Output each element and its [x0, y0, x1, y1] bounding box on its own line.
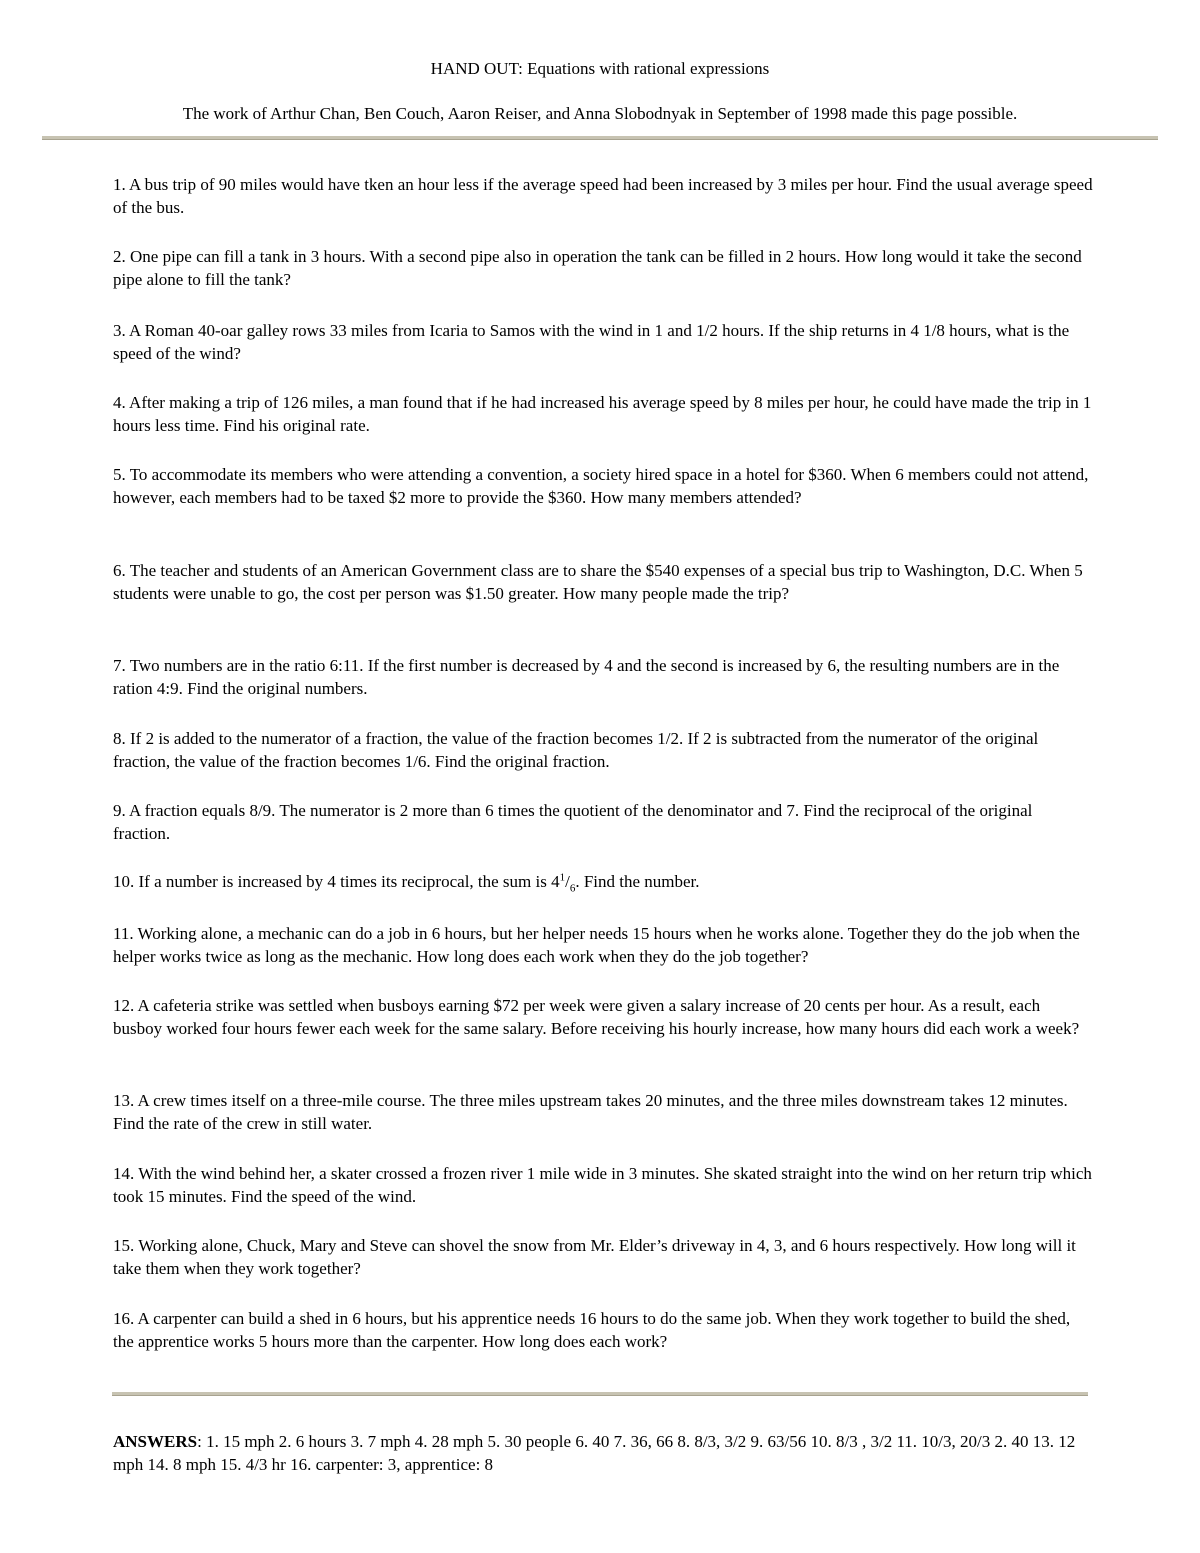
problem-8: 8. If 2 is added to the numerator of a fraction, the value of the fraction becomes 1/2. If 2 is subtracted from the numerator of the original fraction, the value of the fraction becomes 1/6. Find the original fraction.	[113, 729, 1039, 771]
problem-3: 3. A Roman 40-oar galley rows 33 miles from Icaria to Samos with the wind in 1 and 1/2 hours. If the ship returns in 4 1/8 hours, what is the speed of the wind?	[113, 321, 1070, 363]
problem-12: 12. A cafeteria strike was settled when busboys earning $72 per week were given a salary increase of 20 cents per hour. As a result, each busboy worked four hours fewer each week for the same salary. Before receiving his hourly increase, how many hours did each work a week?	[113, 996, 1080, 1038]
page-title: HAND OUT: Equations with rational expressions	[430, 59, 770, 78]
problem-16: 16. A carpenter can build a shed in 6 hours, but his apprentice needs 16 hours to do the same job. When they work together to build the shed, the apprentice works 5 hours more than the carpenter. How long does each work?	[113, 1309, 1071, 1351]
answers-label: ANSWERS	[113, 1432, 198, 1451]
problem-1: 1. A bus trip of 90 miles would have tken an hour less if the average speed had been increased by 3 miles per hour. Find the usual average speed of the bus.	[113, 175, 1093, 217]
problem-2: 2. One pipe can fill a tank in 3 hours. With a second pipe also in operation the tank can be filled in 2 hours. How long would it take the second pipe alone to fill the tank?	[113, 247, 1082, 289]
problem-10	[113, 871, 1093, 894]
top-divider	[42, 136, 1158, 140]
problem-10-slash: /	[565, 872, 570, 891]
problem-10-numerator: 1	[559, 871, 566, 884]
problem-10-text: 10. If a number is increased by 4 times its reciprocal, the sum is 4	[113, 872, 560, 891]
problem-13: 13. A crew times itself on a three-mile course. The three miles upstream takes 20 minutes, and the three miles downstream takes 12 minutes. Find the rate of the crew in still water.	[113, 1091, 1068, 1133]
bottom-divider	[112, 1392, 1088, 1396]
answers-block	[113, 1431, 1093, 1476]
problem-10-tail: . Find the number.	[575, 872, 700, 891]
problem-9: 9. A fraction equals 8/9. The numerator is 2 more than 6 times the quotient of the denominator and 7. Find the reciprocal of the original fraction.	[113, 801, 1033, 843]
problem-10-denominator: 6	[569, 882, 576, 895]
problem-4: 4. After making a trip of 126 miles, a man found that if he had increased his average speed by 8 miles per hour, he could have made the trip in 1 hours less time. Find his original rate.	[113, 393, 1092, 435]
credit-line: The work of Arthur Chan, Ben Couch, Aaron Reiser, and Anna Slobodnyak in September of 1998 made this page possible.	[182, 104, 1018, 123]
problem-5: 5. To accommodate its members who were attending a convention, a society hired space in a hotel for $360. When 6 members could not attend, however, each members had to be taxed $2 more to provide the $360. How many members attended?	[113, 465, 1089, 507]
problem-6: 6. The teacher and students of an American Government class are to share the $540 expenses of a special bus trip to Washington, D.C. When 5 students were unable to go, the cost per person was $1.50 greater. How many people made the trip?	[113, 561, 1083, 603]
problem-15: 15. Working alone, Chuck, Mary and Steve can shovel the snow from Mr. Elder’s driveway in 4, 3, and 6 hours respectively. How long will it take them when they work together?	[113, 1236, 1076, 1278]
problem-11: 11. Working alone, a mechanic can do a job in 6 hours, but her helper needs 15 hours when he works alone. Together they do the job when the helper works twice as long as the mechanic. How long does each work when they do the job together?	[113, 924, 1080, 966]
problem-7: 7. Two numbers are in the ratio 6:11. If the first number is decreased by 4 and the second is increased by 6, the resulting numbers are in the ration 4:9. Find the original numbers.	[113, 656, 1060, 698]
problem-14: 14. With the wind behind her, a skater crossed a frozen river 1 mile wide in 3 minutes. She skated straight into the wind on her return trip which took 15 minutes. Find the speed of the wind.	[113, 1164, 1092, 1206]
answers-text: : 1. 15 mph 2. 6 hours 3. 7 mph 4. 28 mph 5. 30 people 6. 40 7. 36, 66 8. 8/3, 3/2 9. 63/56 10. 8/3 , 3/2 11. 10/3, 20/3 2. 40 13. 12 mph 14. 8 mph 15. 4/3 hr 16. carpenter: 3, apprentice: 8	[113, 1432, 1076, 1474]
